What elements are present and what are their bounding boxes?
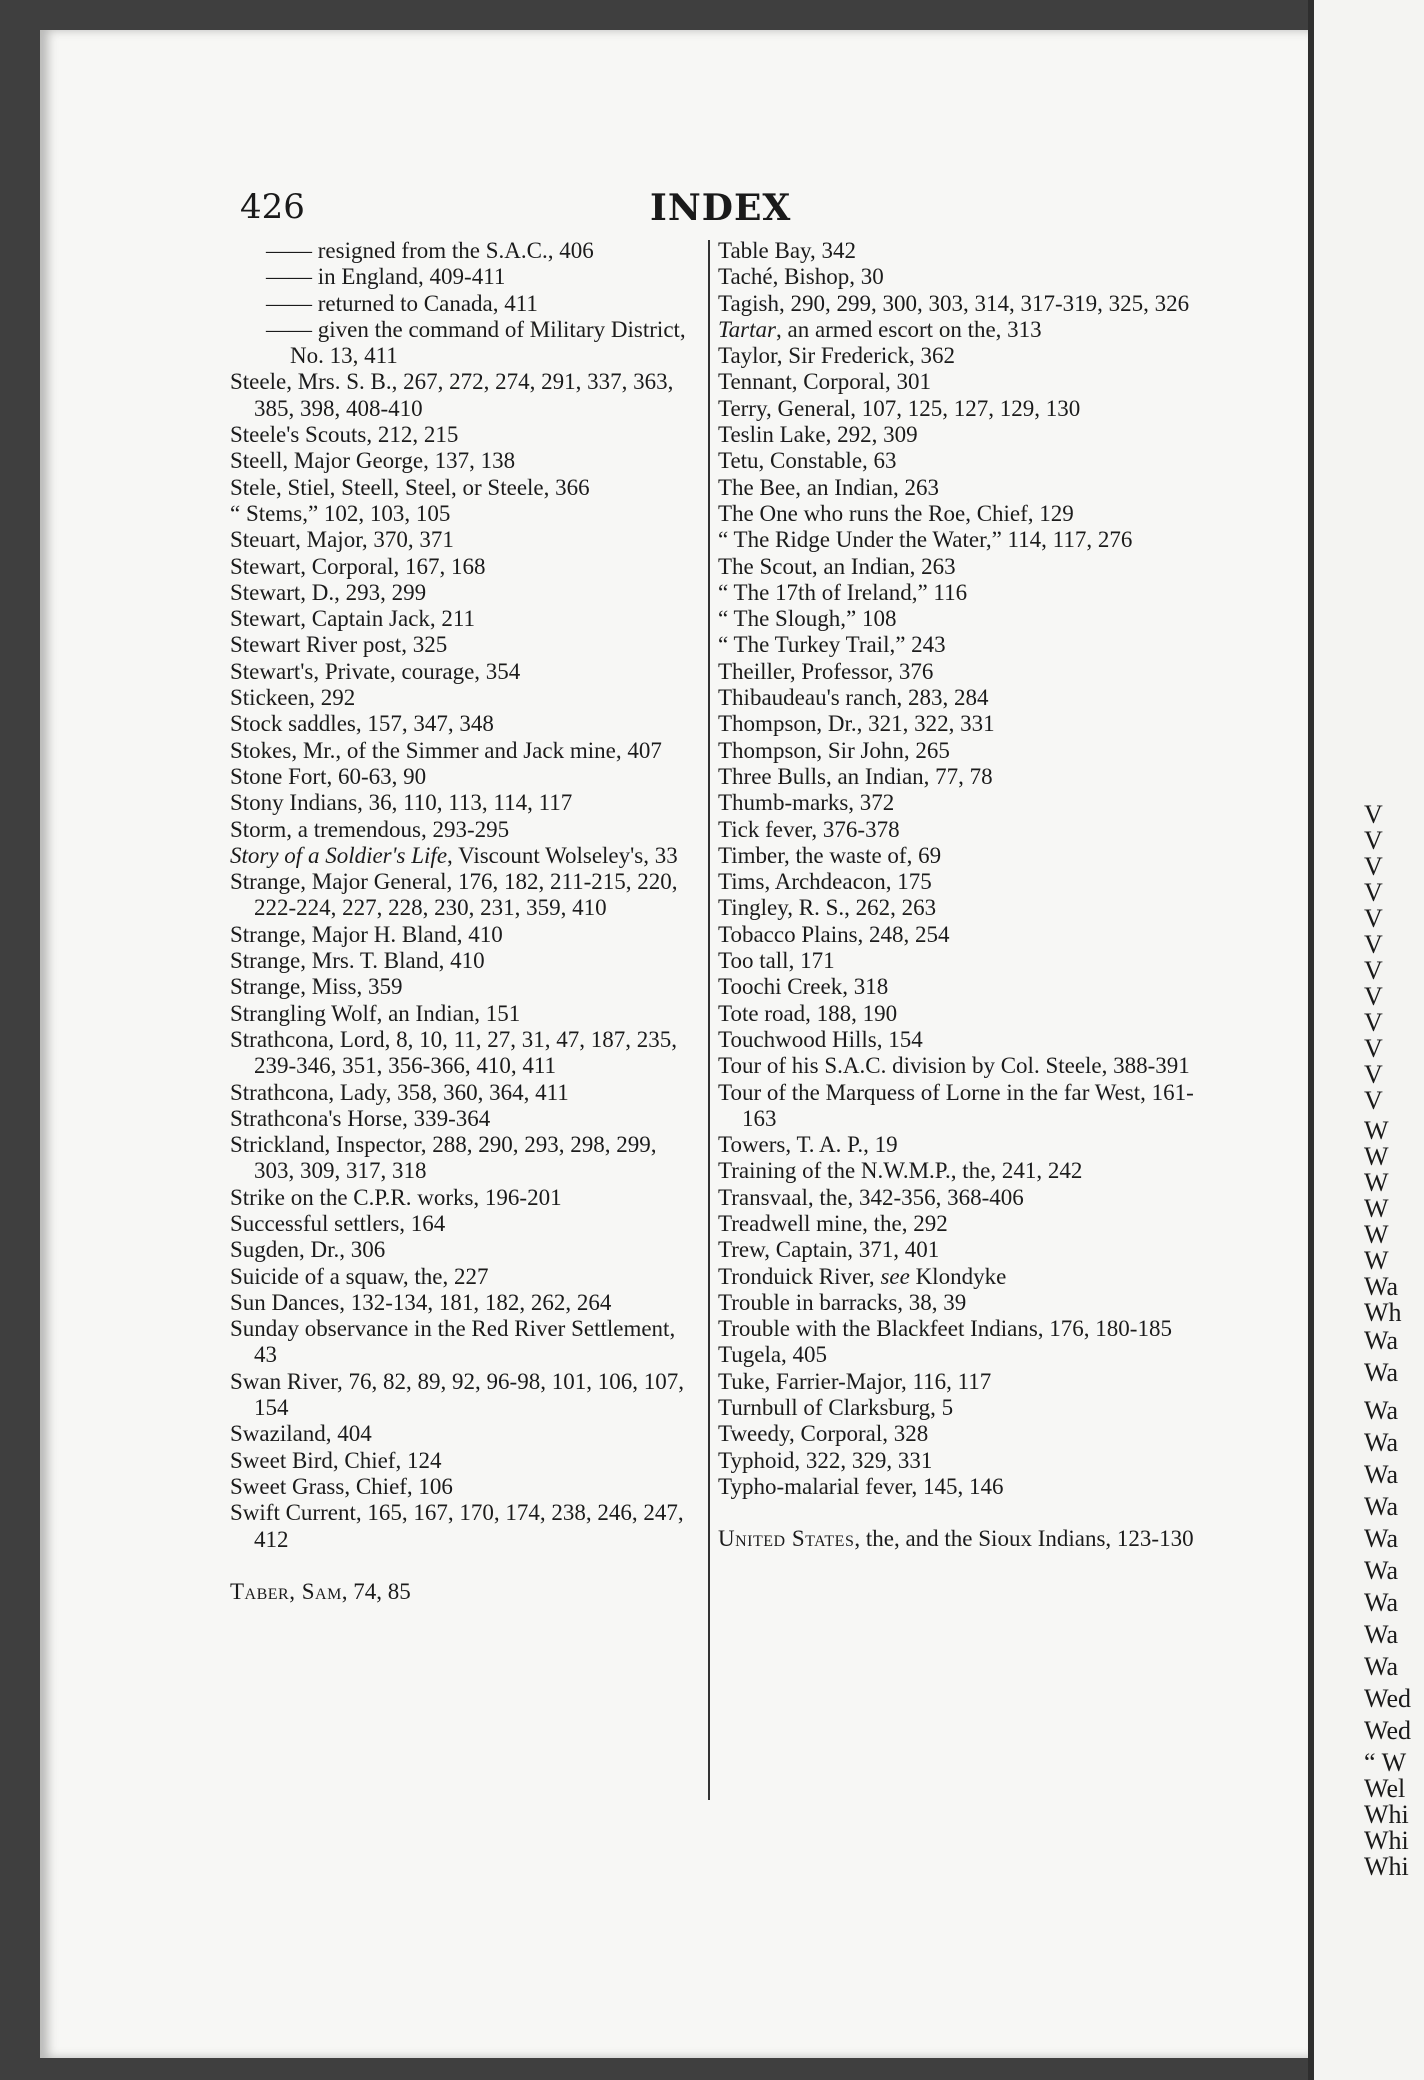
index-entry: Sun Dances, 132-134, 181, 182, 262, 264 bbox=[230, 1289, 612, 1315]
facing-page-text-fragment: Wa bbox=[1364, 1460, 1398, 1489]
index-entry: Steuart, Major, 370, 371 bbox=[230, 527, 454, 553]
index-entry: Table Bay, 342 bbox=[718, 238, 857, 263]
facing-page-text-fragment: Wel bbox=[1364, 1774, 1406, 1803]
index-entry: Strange, Major H. Bland, 410 bbox=[230, 921, 503, 947]
facing-page-text-fragment: Wa bbox=[1364, 1620, 1398, 1649]
index-entry: Stokes, Mr., of the Simmer and Jack mine, 407 bbox=[230, 737, 662, 763]
index-entry: Stone Fort, 60-63, 90 bbox=[230, 763, 427, 789]
index-entry: Strickland, Inspector, 288, 290, 293, 298, 299, 303, 309, 317, 318 bbox=[230, 1132, 657, 1184]
index-entry: Sunday observance in the Red River Settlement, 43 bbox=[230, 1316, 676, 1368]
facing-page-text-fragment: Wh bbox=[1364, 1298, 1402, 1327]
index-entry: Teslin Lake, 292, 309 bbox=[718, 422, 918, 448]
index-entry: The One who runs the Roe, Chief, 129 bbox=[718, 500, 1074, 526]
index-entry: Tagish, 290, 299, 300, 303, 314, 317-319, 325, 326 bbox=[718, 290, 1190, 316]
facing-page-text-fragment: V bbox=[1364, 1060, 1383, 1089]
facing-page-text-fragment: Wed bbox=[1364, 1684, 1411, 1713]
index-entry: Steele, Mrs. S. B., 267, 272, 274, 291, 337, 363, 385, 398, 408-410 bbox=[230, 369, 674, 421]
index-entry: Trouble in barracks, 38, 39 bbox=[718, 1289, 967, 1315]
index-entry: Tuke, Farrier-Major, 116, 117 bbox=[718, 1368, 992, 1394]
index-entry: Taylor, Sir Frederick, 362 bbox=[718, 343, 955, 369]
index-column-right bbox=[718, 238, 1198, 1553]
index-entry: Swan River, 76, 82, 89, 92, 96-98, 101, 106, 107, 154 bbox=[230, 1368, 684, 1421]
index-entry: Tugela, 405 bbox=[718, 1342, 828, 1368]
facing-page-text-fragment: V bbox=[1364, 1086, 1383, 1115]
index-entry: The Scout, an Indian, 263 bbox=[718, 553, 956, 579]
index-entry: Stock saddles, 157, 347, 348 bbox=[230, 711, 494, 737]
index-entry: Tingley, R. S., 262, 263 bbox=[718, 895, 937, 921]
facing-page-text-fragment: Whi bbox=[1364, 1800, 1409, 1829]
index-entry: Tick fever, 376-378 bbox=[718, 816, 900, 842]
section-head-name: Taber, Sam bbox=[230, 1578, 342, 1604]
column-divider bbox=[708, 240, 710, 1800]
index-entry: Successful settlers, 164 bbox=[230, 1210, 446, 1236]
index-entry: Treadwell mine, the, 292 bbox=[718, 1210, 948, 1236]
index-entry: “ The Ridge Under the Water,” 114, 117, 276 bbox=[718, 527, 1133, 553]
index-entry: Thumb-marks, 372 bbox=[718, 790, 895, 816]
index-entry: —— returned to Canada, 411 bbox=[266, 290, 538, 316]
index-entry: Theiller, Professor, 376 bbox=[718, 658, 934, 684]
facing-page-text-fragment: Whi bbox=[1364, 1826, 1409, 1855]
index-entry: Tote road, 188, 190 bbox=[718, 1000, 898, 1026]
facing-page-text-fragment: W bbox=[1364, 1194, 1389, 1223]
section-head-pages: , 74, 85 bbox=[341, 1578, 411, 1604]
index-entry: Strange, Mrs. T. Bland, 410 bbox=[230, 948, 485, 974]
index-entry: Thompson, Dr., 321, 322, 331 bbox=[718, 711, 995, 737]
index-entry: Tennant, Corporal, 301 bbox=[718, 369, 932, 395]
index-entry: Toochi Creek, 318 bbox=[718, 974, 889, 1000]
index-entry: Stickeen, 292 bbox=[230, 685, 356, 711]
index-entry: Tims, Archdeacon, 175 bbox=[718, 869, 932, 895]
facing-page-text-fragment: “ W bbox=[1364, 1748, 1407, 1777]
facing-page-text-fragment: Whi bbox=[1364, 1852, 1409, 1881]
index-entry: Storm, a tremendous, 293-295 bbox=[230, 816, 510, 842]
section-head-name: United States bbox=[718, 1526, 855, 1552]
facing-page-text-fragment: Wa bbox=[1364, 1524, 1398, 1553]
facing-page-text-fragment: W bbox=[1364, 1220, 1389, 1249]
facing-page-text-fragment: Wed bbox=[1364, 1716, 1411, 1745]
index-entry: Typhoid, 322, 329, 331 bbox=[718, 1447, 933, 1473]
index-entry: Tartar, an armed escort on the, 313 bbox=[718, 316, 1042, 342]
index-entry: Strathcona, Lord, 8, 10, 11, 27, 31, 47, 187, 235, 239-346, 351, 356-366, 410, 411 bbox=[230, 1026, 677, 1079]
index-entry: Sweet Bird, Chief, 124 bbox=[230, 1447, 442, 1473]
facing-page-text-fragment: Wa bbox=[1364, 1492, 1398, 1521]
facing-page-text-fragment: V bbox=[1364, 982, 1383, 1011]
index-entry: Strange, Miss, 359 bbox=[230, 974, 403, 1000]
index-entry: Thibaudeau's ranch, 283, 284 bbox=[718, 685, 989, 711]
index-entry: Taché, Bishop, 30 bbox=[718, 264, 884, 290]
index-entry: Steell, Major George, 137, 138 bbox=[230, 448, 516, 474]
index-entry: Terry, General, 107, 125, 127, 129, 130 bbox=[718, 395, 1081, 421]
index-entry: Too tall, 171 bbox=[718, 948, 835, 974]
index-entry: Transvaal, the, 342-356, 368-406 bbox=[718, 1184, 1024, 1210]
gutter-shadow bbox=[1308, 0, 1314, 2080]
index-entry: —— in England, 409-411 bbox=[266, 264, 506, 290]
index-entry: Tobacco Plains, 248, 254 bbox=[718, 921, 950, 947]
facing-page-text-fragment: W bbox=[1364, 1168, 1389, 1197]
index-entry: Typho-malarial fever, 145, 146 bbox=[718, 1473, 1004, 1499]
index-entry: Timber, the waste of, 69 bbox=[718, 842, 942, 868]
facing-page-text-fragment: W bbox=[1364, 1246, 1389, 1275]
index-entry: Strike on the C.P.R. works, 196-201 bbox=[230, 1184, 562, 1210]
index-entry: “ Stems,” 102, 103, 105 bbox=[230, 500, 451, 526]
index-entry: Strange, Major General, 176, 182, 211-215, 220, 222-224, 227, 228, 230, 231, 359, 410 bbox=[230, 869, 678, 921]
index-entry: Trew, Captain, 371, 401 bbox=[718, 1237, 940, 1263]
facing-page-text-fragment: Wa bbox=[1364, 1428, 1398, 1457]
facing-page-text-fragment: Wa bbox=[1364, 1556, 1398, 1585]
index-entry: Stele, Stiel, Steell, Steel, or Steele, 366 bbox=[230, 474, 590, 500]
index-entry: Stony Indians, 36, 110, 113, 114, 117 bbox=[230, 790, 573, 816]
facing-page-text-fragment: V bbox=[1364, 826, 1383, 855]
index-entry: “ The Slough,” 108 bbox=[718, 606, 897, 632]
index-entry: —— given the command of Military District, No. 13, 411 bbox=[266, 316, 686, 369]
facing-page-text-fragment: Wa bbox=[1364, 1358, 1398, 1387]
index-entry: Thompson, Sir John, 265 bbox=[718, 737, 950, 763]
index-entry: Stewart, Corporal, 167, 168 bbox=[230, 553, 486, 579]
index-entry: Trouble with the Blackfeet Indians, 176, 180-185 bbox=[718, 1316, 1172, 1342]
index-entry: Tour of the Marquess of Lorne in the far West, 161-163 bbox=[718, 1079, 1194, 1131]
index-entry: Tweedy, Corporal, 328 bbox=[718, 1421, 929, 1447]
facing-page-text-fragment: Wa bbox=[1364, 1396, 1398, 1425]
facing-page-text-fragment: W bbox=[1364, 1142, 1389, 1171]
index-entry: Three Bulls, an Indian, 77, 78 bbox=[718, 763, 993, 789]
running-head: INDEX bbox=[650, 187, 792, 229]
index-entry: Stewart's, Private, courage, 354 bbox=[230, 658, 521, 684]
index-entry: Stewart, D., 293, 299 bbox=[230, 579, 427, 605]
facing-page-text-fragment: Wa bbox=[1364, 1326, 1398, 1355]
index-entry: Stewart, Captain Jack, 211 bbox=[230, 606, 476, 632]
facing-page-text-fragment: Wa bbox=[1364, 1652, 1398, 1681]
index-entry: Sugden, Dr., 306 bbox=[230, 1237, 386, 1263]
index-entry: Tour of his S.A.C. division by Col. Steele, 388-391 bbox=[718, 1053, 1190, 1079]
facing-page-text-fragment: V bbox=[1364, 930, 1383, 959]
index-entry: Strathcona, Lady, 358, 360, 364, 411 bbox=[230, 1079, 569, 1105]
facing-page-text-fragment: V bbox=[1364, 904, 1383, 933]
index-entry: Touchwood Hills, 154 bbox=[718, 1026, 923, 1052]
index-column-left bbox=[230, 238, 700, 1605]
facing-page-text-fragment: V bbox=[1364, 1034, 1383, 1063]
index-section-u-head bbox=[718, 1526, 1198, 1552]
index-entry: “ The Turkey Trail,” 243 bbox=[718, 632, 946, 658]
facing-page-text-fragment: V bbox=[1364, 852, 1383, 881]
index-entry: Tronduick River, see Klondyke bbox=[718, 1263, 1007, 1289]
section-head-pages: , the, and the Sioux Indians, 123-130 bbox=[854, 1526, 1194, 1552]
index-entry: Tetu, Constable, 63 bbox=[718, 448, 897, 474]
page-number: 426 bbox=[240, 187, 305, 227]
index-entry: Steele's Scouts, 212, 215 bbox=[230, 422, 459, 448]
facing-page-text-fragment: V bbox=[1364, 1008, 1383, 1037]
index-entry: Suicide of a squaw, the, 227 bbox=[230, 1263, 489, 1289]
facing-page-text-fragment: V bbox=[1364, 800, 1383, 829]
facing-page-text-fragment: V bbox=[1364, 878, 1383, 907]
index-entry: “ The 17th of Ireland,” 116 bbox=[718, 579, 968, 605]
index-entry: Swift Current, 165, 167, 170, 174, 238, 246, 247, 412 bbox=[230, 1500, 684, 1552]
index-entry: Strathcona's Horse, 339-364 bbox=[230, 1105, 491, 1131]
index-entry: Sweet Grass, Chief, 106 bbox=[230, 1473, 453, 1499]
index-entry: Strangling Wolf, an Indian, 151 bbox=[230, 1000, 521, 1026]
facing-page-text-fragment: Wa bbox=[1364, 1272, 1398, 1301]
facing-page-text-fragment: W bbox=[1364, 1116, 1389, 1145]
index-entry: Stewart River post, 325 bbox=[230, 632, 448, 658]
index-entry: The Bee, an Indian, 263 bbox=[718, 474, 939, 500]
index-section-t-head bbox=[230, 1579, 700, 1605]
index-entry: Story of a Soldier's Life, Viscount Wolseley's, 33 bbox=[230, 842, 678, 868]
index-entry: Turnbull of Clarksburg, 5 bbox=[718, 1395, 954, 1421]
facing-page-text-fragment: V bbox=[1364, 956, 1383, 985]
index-entry: Towers, T. A. P., 19 bbox=[718, 1132, 898, 1158]
index-entry: —— resigned from the S.A.C., 406 bbox=[266, 238, 594, 263]
index-entry: Training of the N.W.M.P., the, 241, 242 bbox=[718, 1158, 1083, 1184]
facing-page-edge bbox=[1308, 0, 1424, 2080]
facing-page-text-fragment: Wa bbox=[1364, 1588, 1398, 1617]
index-entry: Swaziland, 404 bbox=[230, 1421, 372, 1447]
